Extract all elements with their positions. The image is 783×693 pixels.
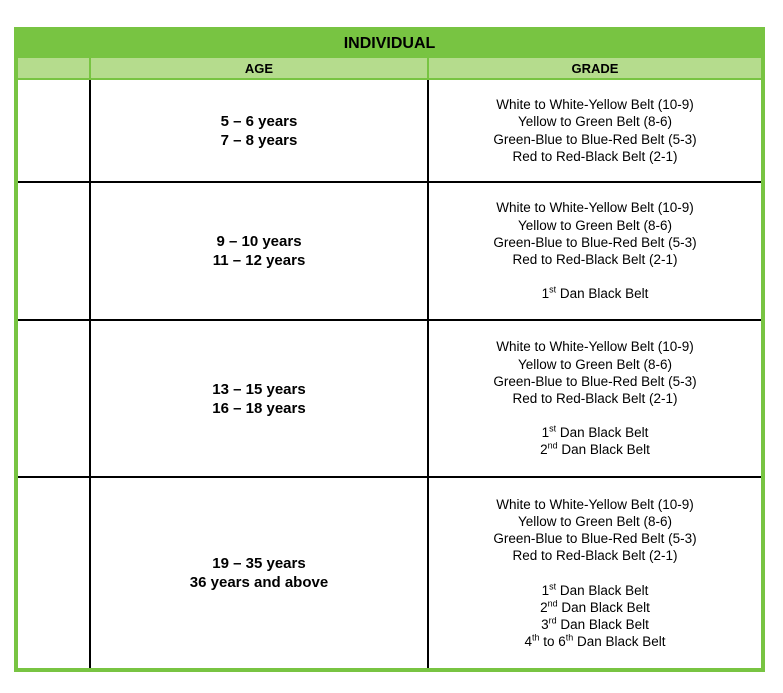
header-blank-cell — [18, 58, 89, 78]
belt-line: Yellow to Green Belt (8-6) — [517, 513, 673, 529]
blank-cell — [18, 478, 89, 668]
header-age: AGE — [91, 58, 427, 78]
table-body — [18, 80, 761, 668]
belt-line: White to White-Yellow Belt (10-9) — [496, 339, 694, 355]
age-line: 11 – 12 years — [212, 252, 306, 269]
age-cell — [91, 478, 427, 668]
belt-line: Green-Blue to Blue-Red Belt (5-3) — [493, 373, 697, 389]
age-line: 13 – 15 years — [212, 380, 306, 398]
age-line: 9 – 10 years — [216, 233, 302, 250]
grade-cell — [429, 183, 761, 319]
blank-cell — [18, 80, 89, 181]
belt-line: Red to Red-Black Belt (2-1) — [512, 548, 678, 564]
belt-line: Red to Red-Black Belt (2-1) — [512, 252, 678, 268]
belt-line: Red to Red-Black Belt (2-1) — [512, 148, 678, 164]
dan-line: 2nd Dan Black Belt — [540, 440, 650, 458]
belt-line: Red to Red-Black Belt (2-1) — [512, 391, 678, 406]
dan-line: 1st Dan Black Belt — [541, 581, 649, 598]
grade-cell — [429, 80, 761, 181]
header-grade: GRADE — [429, 58, 761, 78]
age-line: 5 – 6 years — [220, 112, 298, 130]
belt-line: White to White-Yellow Belt (10-9) — [496, 97, 694, 113]
belt-line: Yellow to Green Belt (8-6) — [517, 114, 673, 130]
dan-line: 1st Dan Black Belt — [541, 284, 649, 302]
grade-cell — [429, 478, 761, 668]
grade-cell — [429, 321, 761, 476]
age-line: 16 – 18 years — [212, 399, 306, 417]
belt-line: Green-Blue to Blue-Red Belt (5-3) — [493, 531, 697, 547]
belt-line: Green-Blue to Blue-Red Belt (5-3) — [493, 131, 697, 147]
table-title: INDIVIDUAL — [343, 35, 436, 52]
age-cell — [91, 321, 427, 476]
blank-cell — [18, 321, 89, 476]
age-line: 36 years and above — [189, 574, 329, 591]
belt-line: White to White-Yellow Belt (10-9) — [496, 200, 694, 216]
belt-line: Yellow to Green Belt (8-6) — [517, 217, 673, 233]
dan-line: 2nd Dan Black Belt — [540, 598, 650, 615]
individual-grade-table — [14, 27, 765, 672]
age-cell — [91, 183, 427, 319]
age-line: 19 – 35 years — [212, 555, 306, 572]
dan-line: 3rd Dan Black Belt — [541, 615, 649, 632]
belt-line: Yellow to Green Belt (8-6) — [517, 356, 673, 372]
age-line: 7 – 8 years — [220, 131, 298, 149]
belt-line: Green-Blue to Blue-Red Belt (5-3) — [493, 234, 697, 250]
blank-cell — [18, 183, 89, 319]
age-cell — [91, 80, 427, 181]
dan-line: 4th to 6th Dan Black Belt — [524, 632, 666, 650]
belt-line: White to White-Yellow Belt (10-9) — [496, 496, 694, 512]
dan-line: 1st Dan Black Belt — [541, 423, 649, 441]
